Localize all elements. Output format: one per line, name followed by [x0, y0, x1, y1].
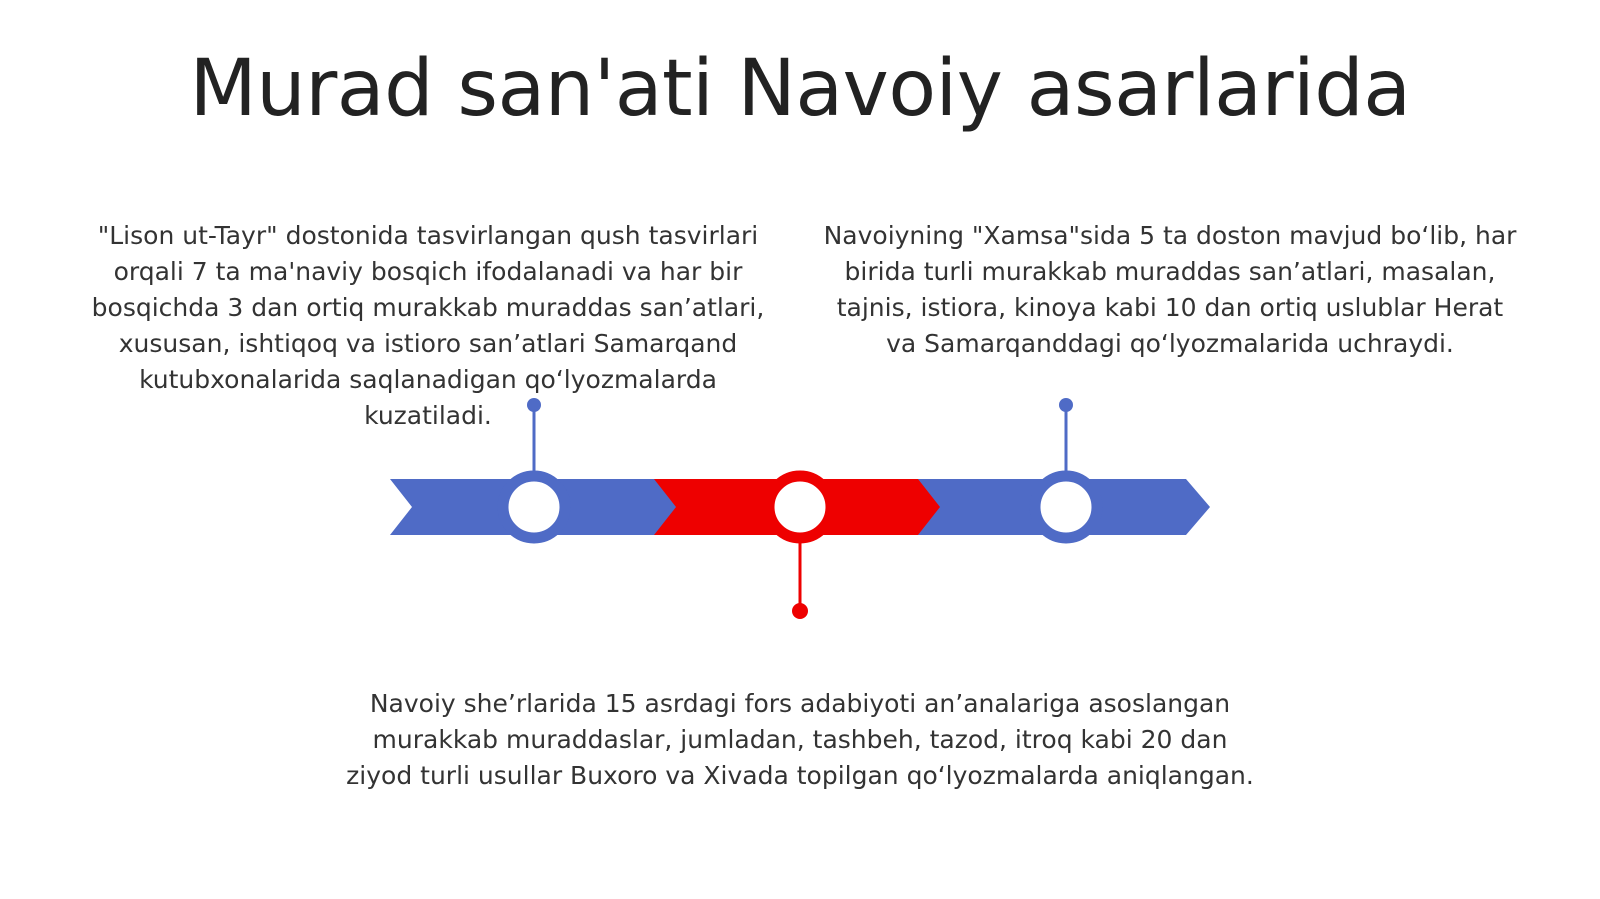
- slide-title: Murad san'ati Navoiy asarlarida: [189, 44, 1411, 134]
- milestone-1-text: "Lison ut-Tayr" dostonida tasvirlangan qush tasvirlari orqali 7 ta ma'naviy bosqich ifodalanadi va har bir bosqichda 3 dan ortiq murakkab muraddas san’atlari, xususan, ishtiqoq va istioro san’atlari Samarqand kutubxonalarida saqlanadigan qo‘lyozmalarda kuzatiladi.: [91, 221, 765, 430]
- milestone-3-text: Navoiyning "Xamsa"sida 5 ta doston mavjud bo‘lib, har birida turli murakkab muraddas san’atlari, masalan, tajnis, istiora, kinoya kabi 10 dan ortiq uslublar Herat va Samarqanddagi qo‘lyozmalarida uchraydi.: [823, 221, 1517, 358]
- milestone-1-marker[interactable]: [503, 476, 565, 538]
- milestone-3-dot: [1059, 398, 1073, 412]
- milestone-2-marker[interactable]: [769, 476, 831, 538]
- milestone-2-dot: [792, 603, 808, 619]
- milestone-3-marker[interactable]: [1035, 476, 1097, 538]
- milestone-2-text: Navoiy she’rlarida 15 asrdagi fors adabiyoti an’analariga asoslangan murakkab muraddaslar, jumladan, tashbeh, tazod, itroq kabi 20 dan ziyod turli usullar Buxoro va Xivada topilgan qo‘lyozmalarda aniqlangan.: [346, 689, 1254, 790]
- milestone-1-dot: [527, 398, 541, 412]
